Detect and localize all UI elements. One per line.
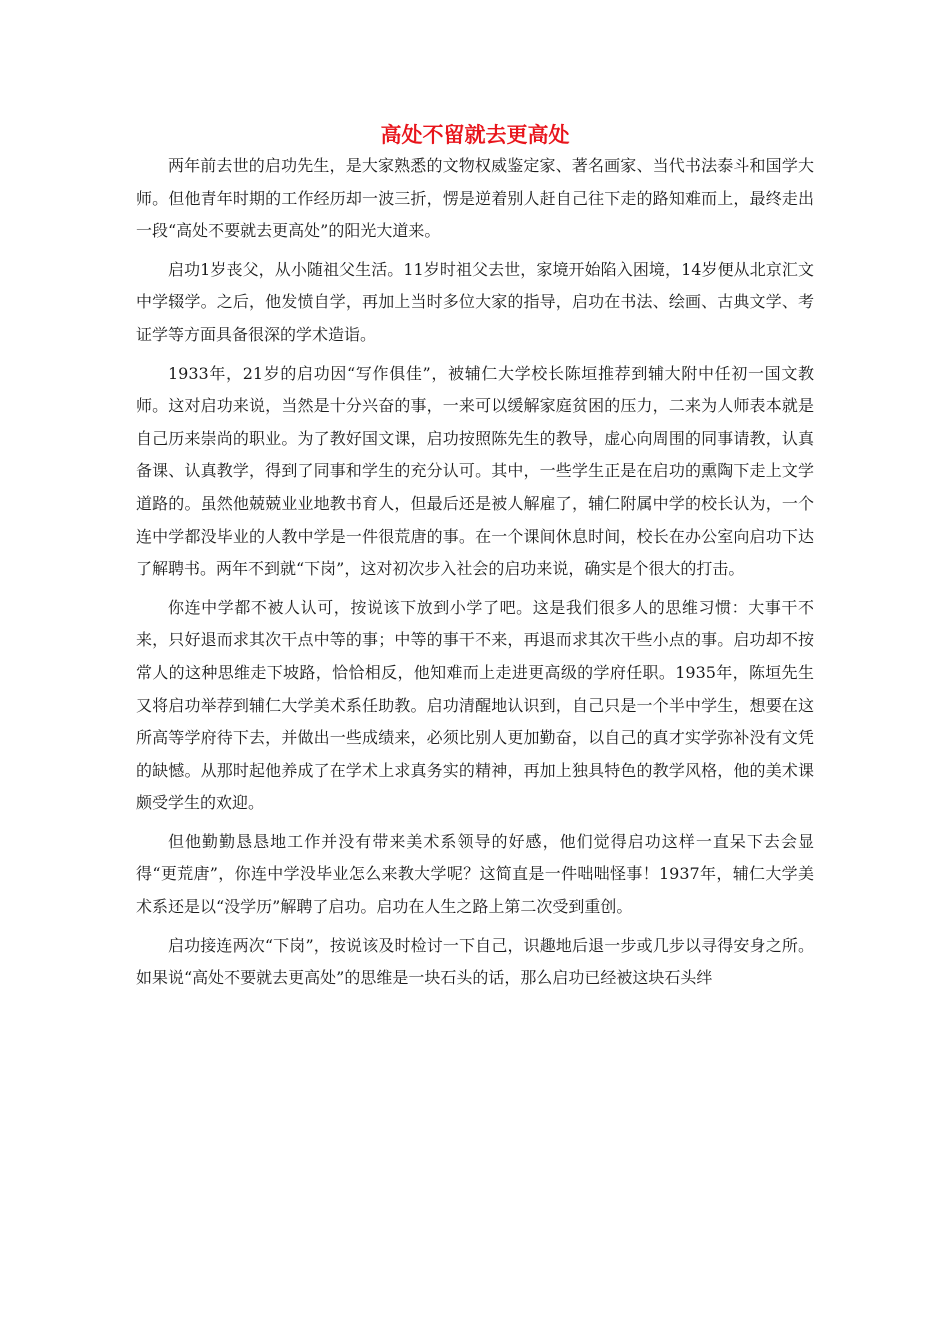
- paragraph: 你连中学都不被人认可，按说该下放到小学了吧。这是我们很多人的思维习惯：大事干不来，只好退而求其次干点中等的事；中等的事干不来，再退而求其次干些小点的事。启功却不按常人的这种思维走下坡路，恰恰相反，他知难而上走进更高级的学府任职。1935年，陈垣先生又将启功举荐到辅仁大学美术系任助教。启功清醒地认识到，自己只是一个半中学生，想要在这所高等学府待下去，并做出一些成绩来，必须比别人更加勤奋，以自己的真才实学弥补没有文凭的缺憾。从那时起他养成了在学术上求真务实的精神，再加上独具特色的教学风格，他的美术课颇受学生的欢迎。: [136, 597, 814, 813]
- document-title: 高处不留就去更高处: [380, 122, 570, 147]
- paragraph: 但他勤勤恳恳地工作并没有带来美术系领导的好感，他们觉得启功这样一直呆下去会显得“更荒唐”，你连中学没毕业怎么来教大学呢？这简直是一件咄咄怪事！1937年，辅仁大学美术系还是以“没学历”解聘了启功。启功在人生之路上第二次受到重创。: [136, 831, 814, 917]
- paragraph: 两年前去世的启功先生，是大家熟悉的文物权威鉴定家、著名画家、当代书法泰斗和国学大师。但他青年时期的工作经历却一波三折，愣是逆着别人赶自己往下走的路知难而上，最终走出一段“高处不要就去更高处”的阳光大道来。: [136, 156, 814, 241]
- paragraph: 启功接连两次“下岗”，按说该及时检讨一下自己，识趣地后退一步或几步以寻得安身之所。如果说“高处不要就去更高处”的思维是一块石头的话，那么启功已经被这块石头绊: [136, 935, 814, 988]
- paragraph: 1933年，21岁的启功因“写作俱佳”，被辅仁大学校长陈垣推荐到辅大附中任初一国文教师。这对启功来说，当然是十分兴奋的事，一来可以缓解家庭贫困的压力，二来为人师表本就是自己历来崇尚的职业。为了教好国文课，启功按照陈先生的教导，虚心向周围的同事请教，认真备课、认真教学，得到了同事和学生的充分认可。其中，一些学生正是在启功的熏陶下走上文学道路的。虽然他兢兢业业地教书育人，但最后还是被人解雇了，辅仁附属中学的校长认为，一个连中学都没毕业的人教中学是一件很荒唐的事。在一个课间休息时间，校长在办公室向启功下达了解聘书。两年不到就“下岗”，这对初次步入社会的启功来说，确实是个很大的打击。: [136, 363, 814, 579]
- paragraph: 启功1岁丧父，从小随祖父生活。11岁时祖父去世，家境开始陷入困境，14岁便从北京汇文中学辍学。之后，他发愤自学，再加上当时多位大家的指导，启功在书法、绘画、古典文学、考证学等方面具备很深的学术造诣。: [136, 259, 814, 344]
- document-body: [136, 150, 814, 1001]
